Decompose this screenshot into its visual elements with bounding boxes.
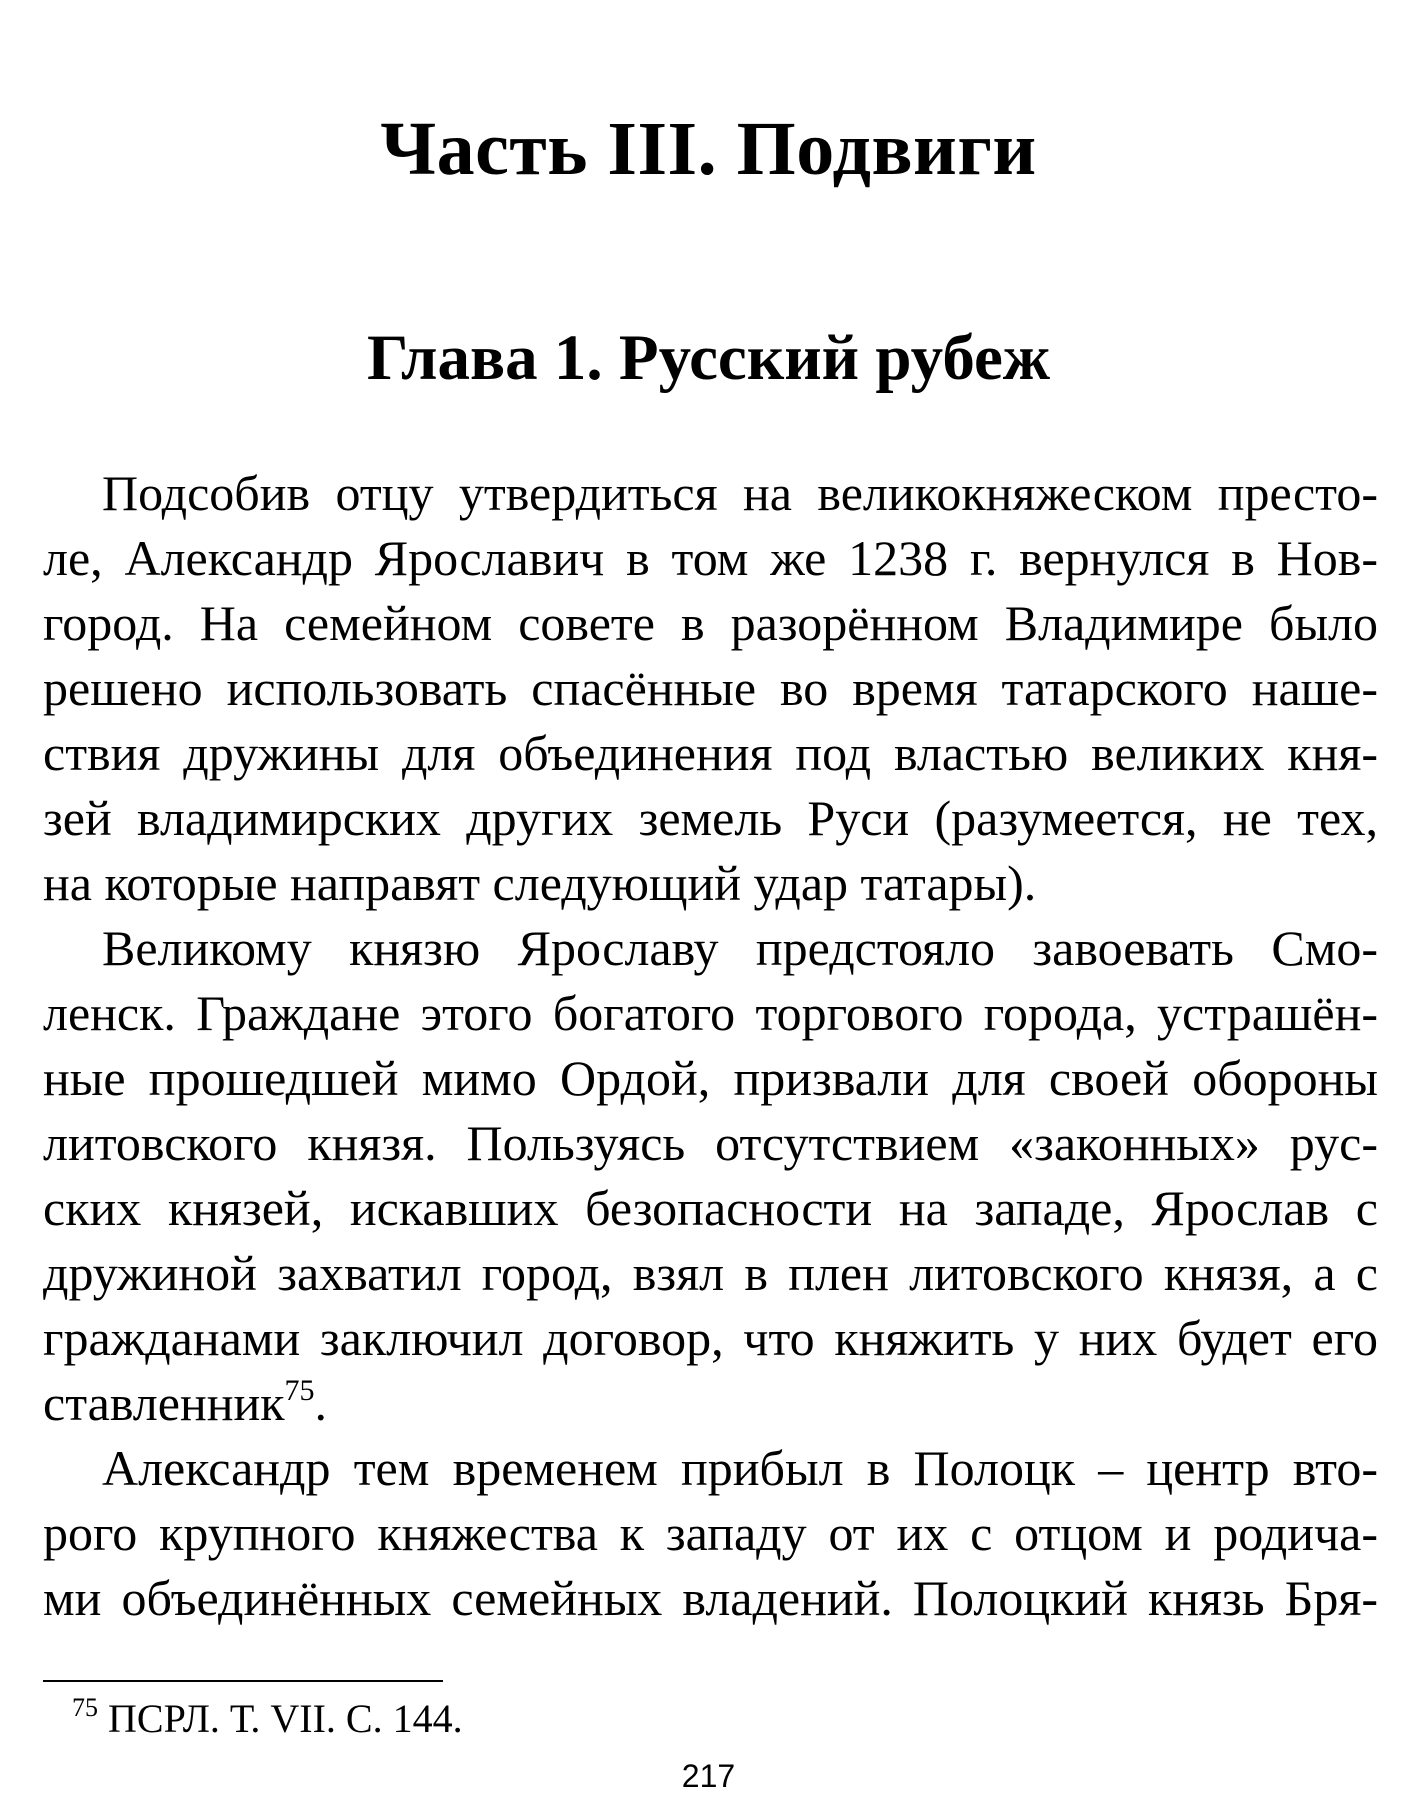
footnote-reference[interactable]: 75: [284, 1374, 315, 1407]
footnote-divider: [43, 1680, 443, 1682]
footnote-number: 75: [72, 1693, 98, 1722]
paragraph-2-line-6: дружиной захватил город, взял в плен литовского князя, а с: [43, 1245, 1378, 1301]
paragraph-3-line-2: рого крупного княжества к западу от их с отцом и родича-: [43, 1505, 1378, 1561]
paragraph-1-line-1: Подсобив отцу утвердиться на великокняжеском престо-: [102, 465, 1378, 521]
paragraph-2-line-5: ских князей, искавших безопасности на западе, Ярослав с: [43, 1180, 1378, 1236]
paragraph-2-line-2: ленск. Граждане этого богатого торгового города, устрашён-: [43, 985, 1378, 1041]
paragraph-2-line-7: гражданами заключил договор, что княжить у них будет его: [43, 1310, 1378, 1366]
paragraph-3-line-1: Александр тем временем прибыл в Полоцк – центр вто-: [102, 1440, 1378, 1496]
chapter-title: Глава 1. Русский рубеж: [367, 322, 1050, 394]
paragraph-1-line-5: ствия дружины для объединения под властью великих кня-: [43, 725, 1378, 781]
paragraph-1-line-7: на которые направят следующий удар татары).: [43, 855, 1037, 911]
paragraph-3-line-3: ми объединённых семейных владений. Полоцкий князь Бря-: [43, 1570, 1378, 1626]
paragraph-1-line-2: ле, Александр Ярославич в том же 1238 г. вернулся в Нов-: [43, 530, 1378, 586]
footnote: [72, 1694, 463, 1744]
body-text: [43, 461, 1378, 1631]
paragraph-2-line-4: литовского князя. Пользуясь отсутствием «законных» рус-: [43, 1115, 1378, 1171]
paragraph-2-line-1: Великому князю Ярославу предстояло завоевать Смо-: [102, 920, 1378, 976]
paragraph-1-line-4: решено использовать спасённые во время татарского наше-: [43, 660, 1378, 716]
paragraph-2-line-8-end: .: [314, 1375, 328, 1431]
paragraph-2-line-3: ные прошедшей мимо Ордой, призвали для своей обороны: [43, 1050, 1378, 1106]
paragraph-2-line-8-text: ставленник: [43, 1375, 285, 1431]
paragraph-1-line-3: город. На семейном совете в разорённом Владимире было: [43, 595, 1378, 651]
footnote-text: ПСРЛ. Т. VII. С. 144.: [108, 1696, 463, 1741]
part-title: Часть III. Подвиги: [380, 107, 1037, 191]
paragraph-1-line-6: зей владимирских других земель Руси (разумеется, не тех,: [43, 790, 1378, 846]
page-number: 217: [681, 1758, 736, 1794]
paragraph-2-line-8: [43, 1371, 1378, 1436]
